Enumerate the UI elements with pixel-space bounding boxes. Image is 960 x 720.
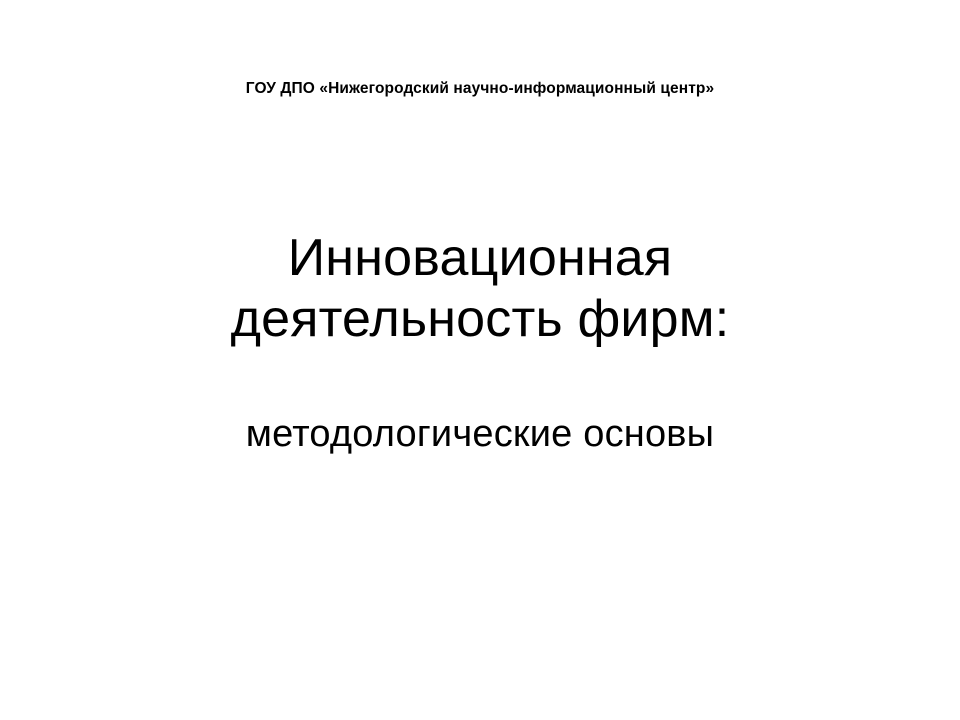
title-line-1: Инновационная xyxy=(287,229,673,287)
organization-name: ГОУ ДПО «Нижегородский научно-информационный центр» xyxy=(245,80,715,97)
title-line-2: деятельность фирм: xyxy=(230,290,730,349)
slide-title xyxy=(70,228,890,351)
slide-subtitle: методологические основы xyxy=(245,413,715,455)
